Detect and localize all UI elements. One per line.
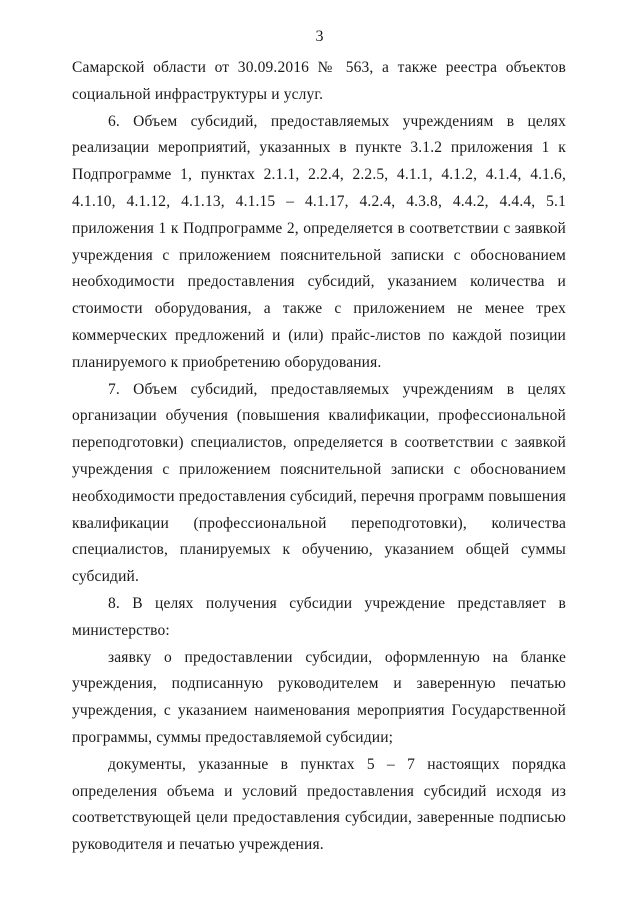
- paragraph-item-6: 6. Объем субсидий, предоставляемых учреждениям в целях реализации мероприятий, указанных в пункте 3.1.2 приложения 1 к Подпрограмме 1, пунктах 2.1.1, 2.2.4, 2.2.5, 4.1.1, 4.1.2, 4.1.4, 4.1.6, 4.1.10, 4.1.12, 4.1.13, 4.1.15 – 4.1.17, 4.2.4, 4.3.8, 4.4.2, 4.4.4, 5.1 приложения 1 к Подпрограмме 2, определяется в соответствии с заявкой учреждения с приложением пояснительной записки с обоснованием необходимости предоставления субсидий, указанием количества и стоимости оборудования, а также с приложением не менее трех коммерческих предложений и (или) прайс-листов по каждой позиции планируемого к приобретению оборудования.: [72, 112, 566, 371]
- paragraph-item-7: 7. Объем субсидий, предоставляемых учреждениям в целях организации обучения (повышения квалификации, профессиональной переподготовки) специалистов, определяется в соответствии с заявкой учреждения с приложением пояснительной записки с обоснованием необходимости предоставления субсидий, перечня программ повышения квалификации (профессиональной переподготовки), количества специалистов, планируемых к обучению, указанием общей суммы субсидий.: [72, 380, 566, 586]
- paragraph-application-request: заявку о предоставлении субсидии, оформленную на бланке учреждения, подписанную руководителем и заверенную печатью учреждения, с указанием наименования мероприятия Государственной программы, суммы предоставляемой субсидии;: [72, 648, 566, 746]
- paragraph-item-8: 8. В целях получения субсидии учреждение представляет в министерство:: [72, 594, 566, 639]
- document-body: [72, 55, 566, 859]
- paragraph-documents: документы, указанные в пунктах 5 – 7 настоящих порядка определения объема и условий предоставления субсидий исходя из соответствующей цели предоставления субсидии, заверенные подписью руководителя и печатью учреждения.: [72, 755, 566, 854]
- page-number: 3: [315, 28, 324, 45]
- paragraph-continuation: Самарской области от 30.09.2016 № 563, а также реестра объектов социальной инфраструктуры и услуг.: [72, 59, 566, 103]
